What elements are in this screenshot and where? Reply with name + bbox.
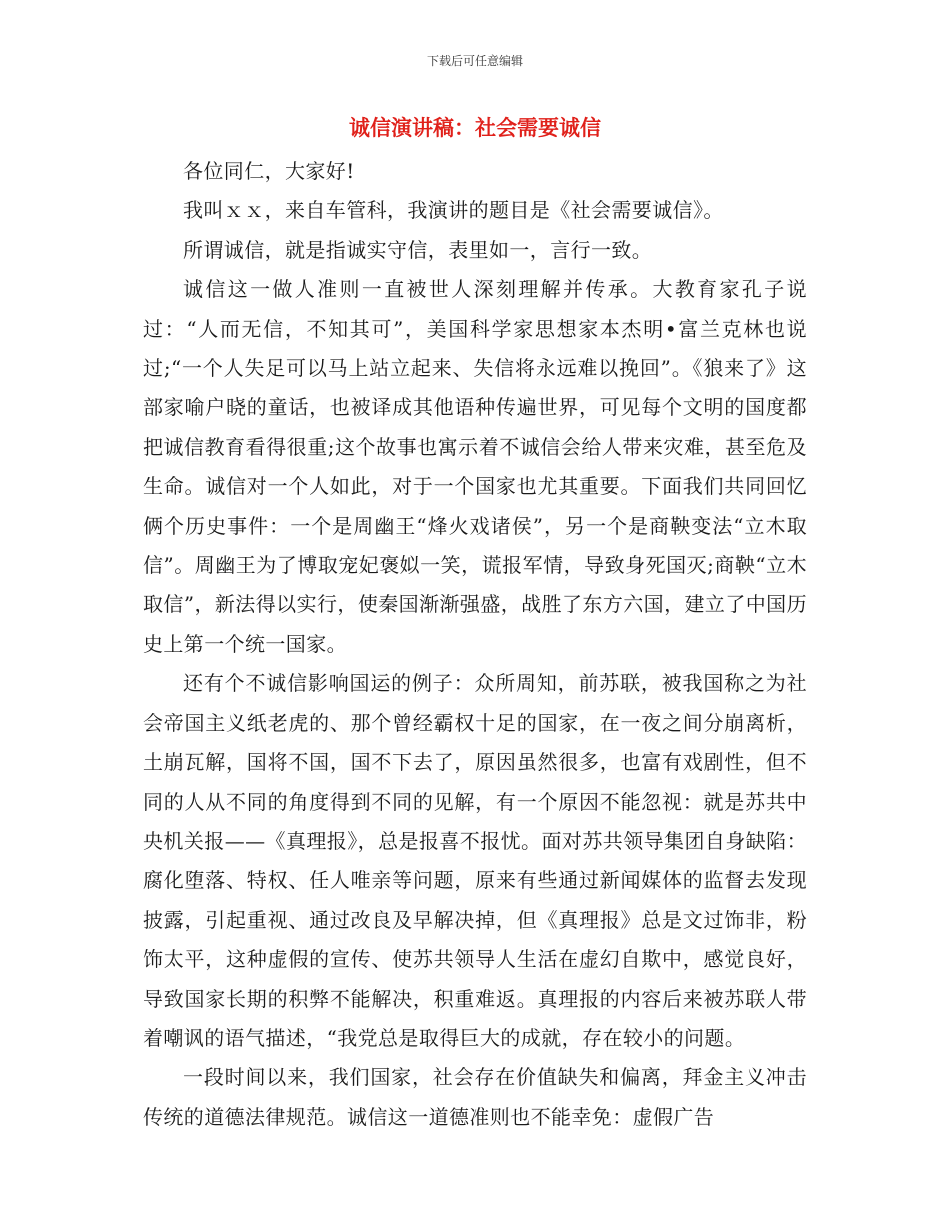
paragraph-greeting: 各位同仁，大家好! xyxy=(183,159,355,183)
paragraph-history: 诚信这一做人准则一直被世人深刻理解并传承。大教育家孔子说过：“人而无信，不知其可”，美国科学家思想家本杰明•富兰克林也说过;“一个人失足可以马上站立起来、失信将永远难以挽回”。《狼来了》这部家喻户晓的童话，也被译成其他语种传遍世界，可见每个文明的国度都把诚信教育看得很重;这个故事也寓示着不诚信会给人带来灾难，甚至危及生命。诚信对一个人如此，对于一个国家也尤其重要。下面我们共同回忆俩个历史事件：一个是周幽王“烽火戏诸侯”，另一个是商鞅变法“立木取信”。周幽王为了博取宠妃褒姒一笑，谎报军情，导致身死国灭;商鞅“立木取信”，新法得以实行，使秦国渐渐强盛，战胜了东方六国，建立了中国历史上第一个统一国家。 xyxy=(143,277,807,656)
paragraph-introduction: 我叫ｘｘ，来自车管科，我演讲的题目是《社会需要诚信》。 xyxy=(183,198,724,223)
paragraph-soviet-example: 还有个不诚信影响国运的例子：众所周知，前苏联，被我国称之为社会帝国主义纸老虎的、那个曾经霸权十足的国家，在一夜之间分崩离析，土崩瓦解，国将不国，国不下去了，原因虽然很多，也富有戏剧性，但不同的人从不同的角度得到不同的见解，有一个原因不能忽视：就是苏共中央机关报——《真理报》，总是报喜不报忧。面对苏共领导集团自身缺陷：腐化堕落、特权、任人唯亲等问题，原来有些通过新闻媒体的监督去发现披露，引起重视、通过改良及早解决掉，但《真理报》总是文过饰非，粉饰太平，这种虚假的宣传、使苏共领导人生活在虚幻自欺中，感觉良好，导致国家长期的积弊不能解决，积重难返。真理报的内容后来被苏联人带着嘲讽的语气描述，“我党总是取得巨大的成就，存在较小的问题。 xyxy=(143,671,807,1050)
document-body xyxy=(143,152,807,1137)
paragraph-definition: 所谓诚信，就是指诚实守信，表里如一，言行一致。 xyxy=(183,237,653,262)
header-note: 下载后可任意编辑 xyxy=(426,54,523,68)
paragraph-society: 一段时间以来，我们国家，社会存在价值缺失和偏离，拜金主义冲击传统的道德法律规范。诚信这一道德准则也不能幸免：虚假广告 xyxy=(143,1065,807,1129)
document-title: 诚信演讲稿：社会需要诚信 xyxy=(349,116,601,140)
